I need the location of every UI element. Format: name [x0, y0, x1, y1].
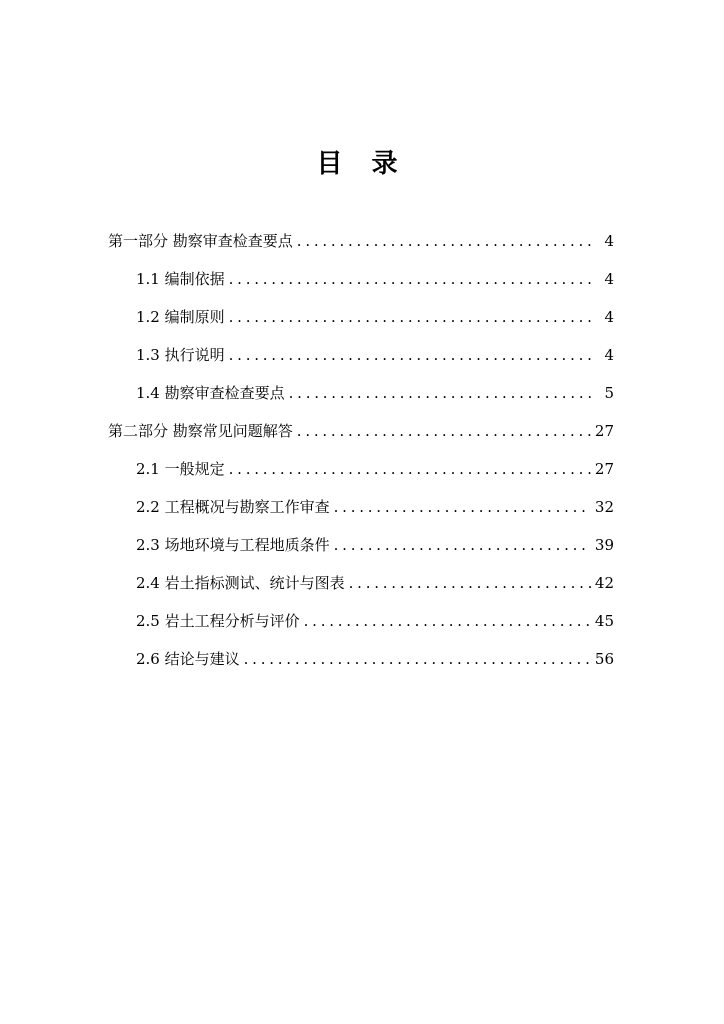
toc-dot-leader: [304, 602, 591, 640]
toc-entry-label: 1.4 勘察审查检查要点: [136, 384, 285, 402]
toc-entry-2-4[interactable]: [108, 564, 614, 602]
toc-entry-label: 2.3 场地环境与工程地质条件: [136, 536, 330, 554]
toc-entry-1-2[interactable]: [108, 298, 614, 336]
toc-dot-leader: [229, 260, 596, 298]
toc-page-number: 4: [604, 232, 614, 250]
toc-page-number: 56: [594, 650, 614, 668]
toc-title: 目 录: [316, 149, 408, 179]
toc-entry-2-3[interactable]: [108, 526, 614, 564]
toc-dot-leader: [229, 336, 596, 374]
toc-entry-label: 2.5 岩土工程分析与评价: [136, 612, 300, 630]
toc-entry-part-2[interactable]: [108, 412, 614, 450]
toc-page-number: 4: [604, 308, 614, 326]
toc-dot-leader: [334, 488, 591, 526]
toc-entry-label: 1.2 编制原则: [136, 308, 225, 326]
toc-page-number: 27: [594, 460, 614, 478]
toc-entry-label: 第二部分 勘察常见问题解答: [108, 422, 293, 440]
toc-page-number: 5: [604, 384, 614, 402]
toc-entry-1-1[interactable]: [108, 260, 614, 298]
toc-entry-label: 1.3 执行说明: [136, 346, 225, 364]
toc-dot-leader: [349, 564, 591, 602]
toc-entry-2-1[interactable]: [108, 450, 614, 488]
toc-entry-label: 1.1 编制依据: [136, 270, 225, 288]
toc-entry-2-6[interactable]: [108, 640, 614, 678]
toc-page-number: 4: [604, 270, 614, 288]
toc-dot-leader: [297, 412, 591, 450]
toc-entry-2-2[interactable]: [108, 488, 614, 526]
toc-dot-leader: [334, 526, 591, 564]
toc-dot-leader: [229, 450, 591, 488]
toc-entry-label: 2.1 一般规定: [136, 460, 225, 478]
toc-page-number: 45: [594, 612, 614, 630]
toc-dot-leader: [297, 222, 596, 260]
toc-page-number: 42: [594, 574, 614, 592]
toc-page-number: 27: [594, 422, 614, 440]
toc-entry-1-3[interactable]: [108, 336, 614, 374]
toc-entry-label: 2.2 工程概况与勘察工作审查: [136, 498, 330, 516]
toc-entry-2-5[interactable]: [108, 602, 614, 640]
toc-entry-part-1[interactable]: [108, 222, 614, 260]
toc-entry-label: 第一部分 勘察审查检查要点: [108, 232, 293, 250]
toc-entry-label: 2.4 岩土指标测试、统计与图表: [136, 574, 345, 592]
toc-dot-leader: [289, 374, 596, 412]
toc-list: [108, 222, 614, 678]
toc-page-number: 32: [594, 498, 614, 516]
toc-entry-1-4[interactable]: [108, 374, 614, 412]
toc-dot-leader: [229, 298, 596, 336]
toc-entry-label: 2.6 结论与建议: [136, 650, 240, 668]
toc-dot-leader: [244, 640, 591, 678]
toc-page-number: 4: [604, 346, 614, 364]
toc-page-number: 39: [594, 536, 614, 554]
